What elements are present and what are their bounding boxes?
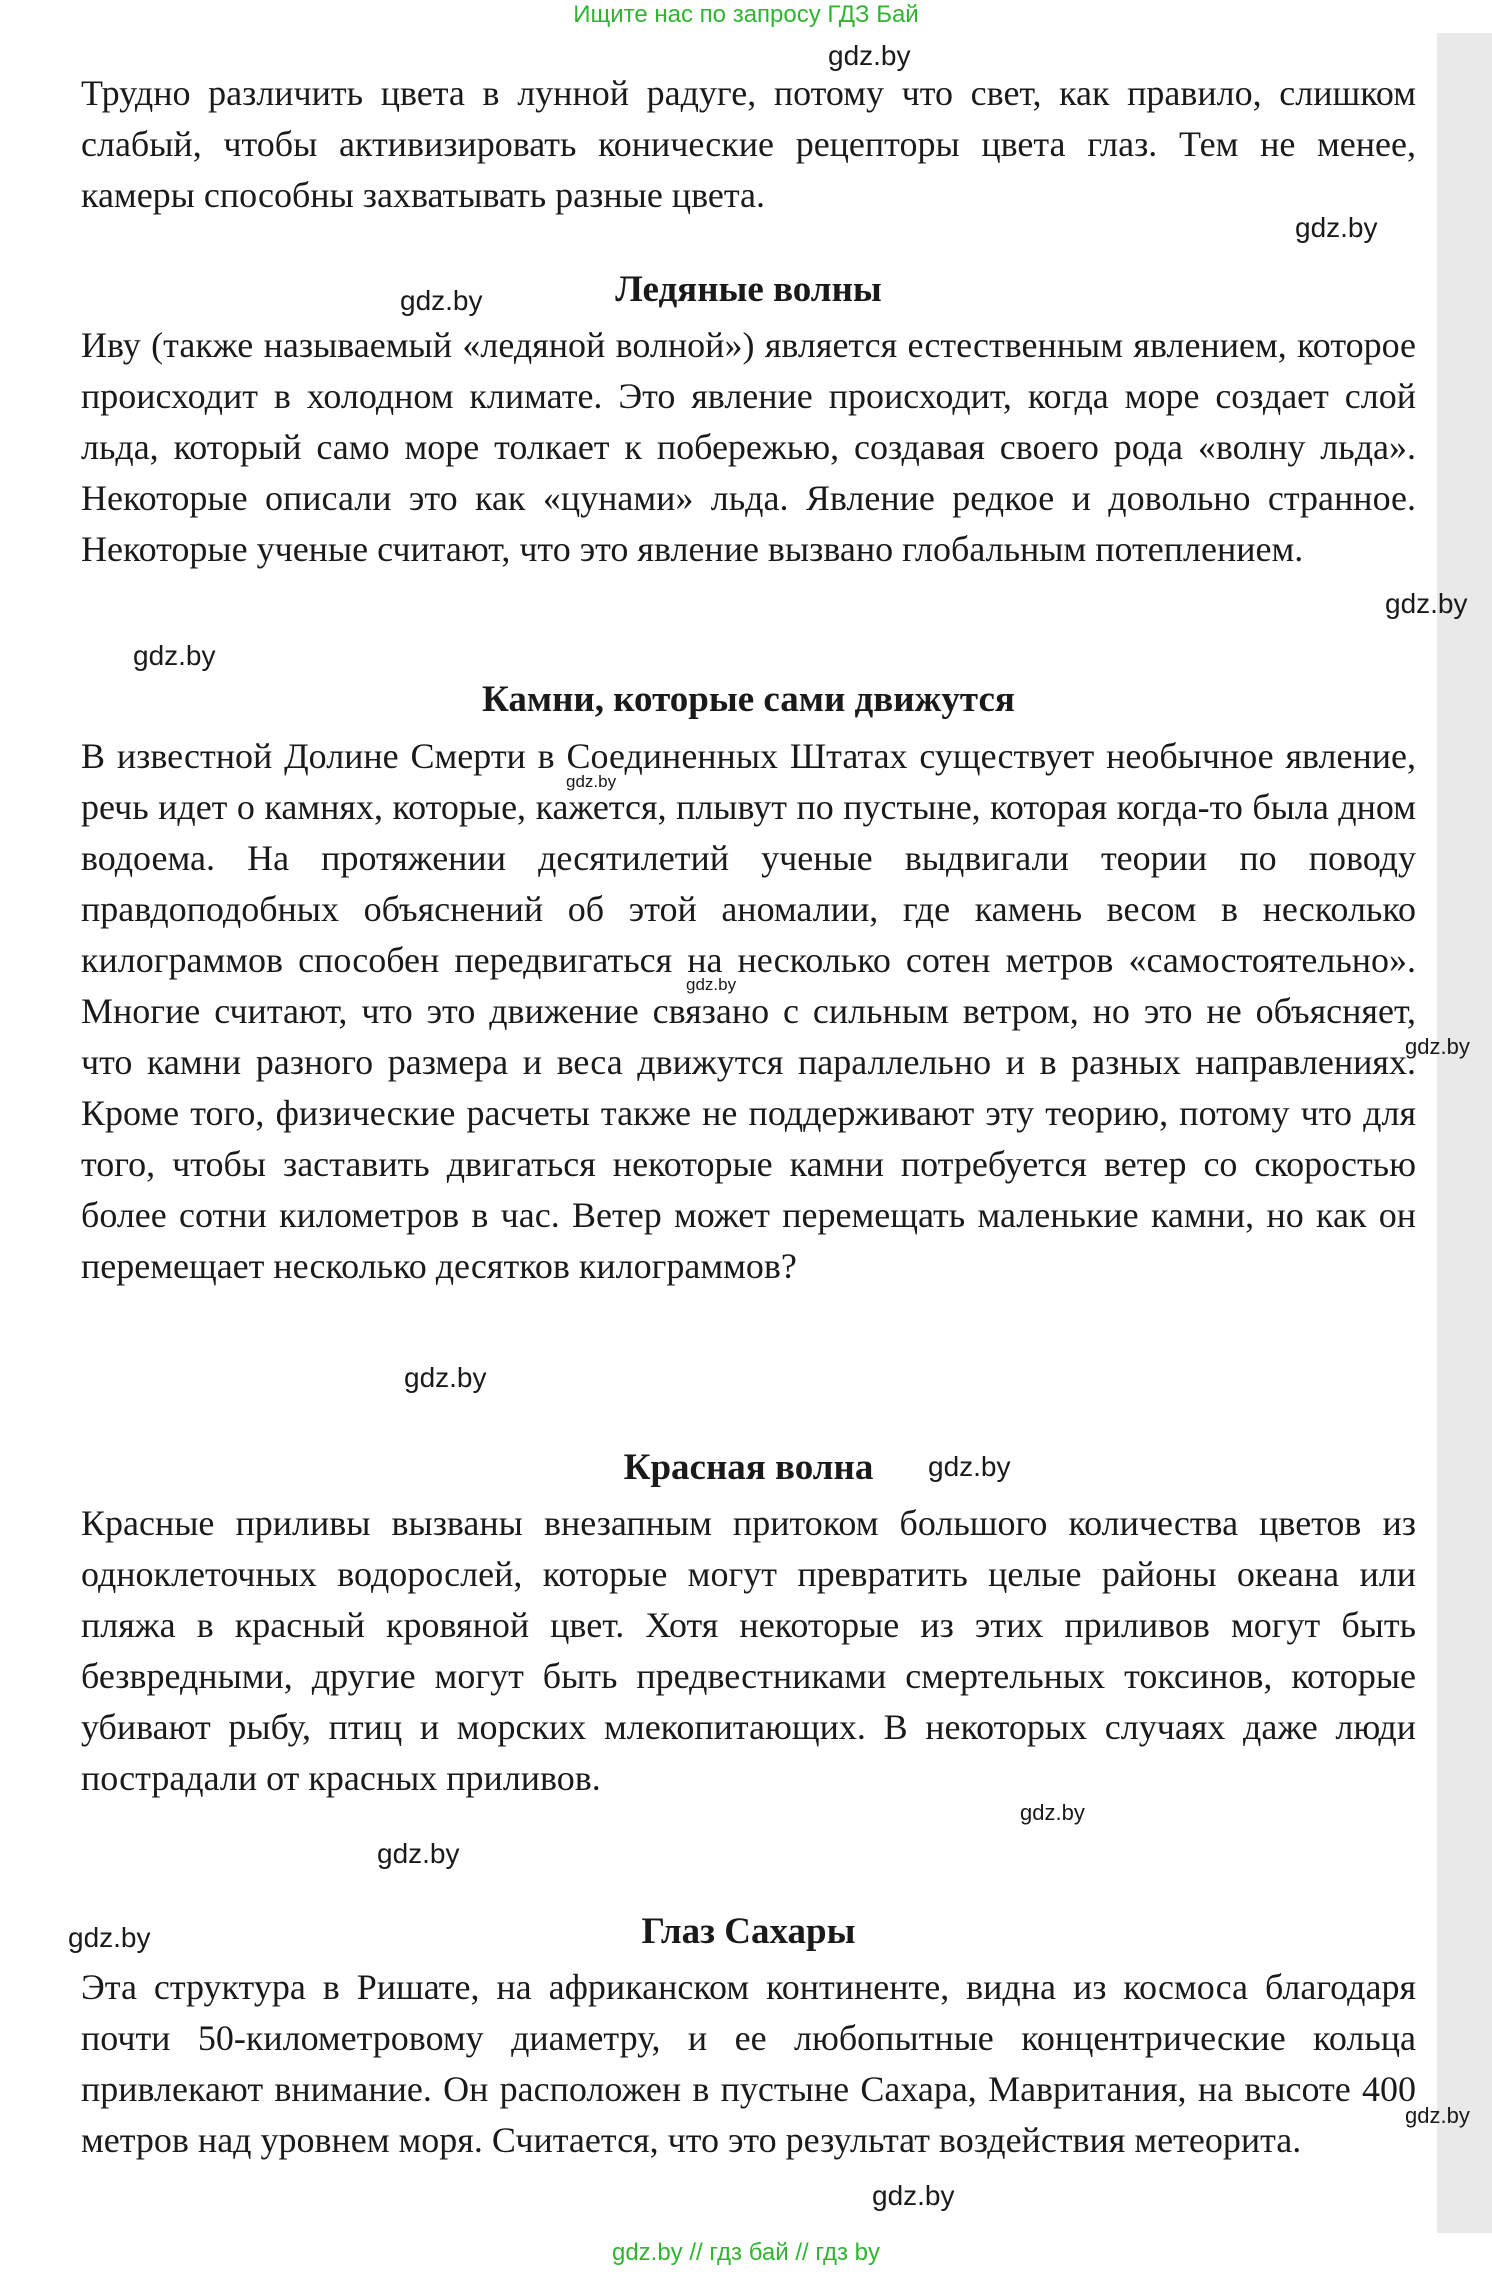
watermark: gdz.by (686, 975, 737, 994)
paragraph-ice-waves: Иву (также называемый «ледяной волной») является естественным явлением, которое происходит в холодном климате. Это явление происходит, когда море создает слой льда, который само море толкает к побережью, создавая своего рода «волну льда». Некоторые описали это как «цунами» льда. Явление редкое и довольно странное. Некоторые ученые считают, что это явление вызвано глобальным потеплением. (81, 325, 1416, 569)
heading-eye-of-sahara: Глаз Сахары (641, 1911, 856, 1952)
heading-red-tide: Красная волна (623, 1447, 874, 1488)
watermark: gdz.by (928, 1451, 1011, 1482)
paragraph-red-tide: Красные приливы вызваны внезапным притоком большого количества цветов из одноклеточных водорослей, которые могут превратить целые районы океана или пляжа в красный кровяной цвет. Хотя некоторые из этих приливов могут быть безвредными, другие могут быть предвестниками смертельных токсинов, которые убивают рыбу, птиц и морских млекопитающих. В некоторых случаях даже люди пострадали от красных приливов. (81, 1503, 1416, 1798)
watermark: gdz.by (1295, 212, 1378, 243)
watermark: gdz.by (404, 1362, 487, 1393)
search-hint-link[interactable]: Ищите нас по запросу ГДЗ Бай (573, 1, 919, 28)
footer-links[interactable]: gdz.by // гдз бай // гдз by (611, 2239, 881, 2266)
watermark: gdz.by (133, 640, 216, 671)
watermark: gdz.by (828, 40, 911, 71)
watermark: gdz.by (1405, 1034, 1470, 1059)
heading-ice-waves: Ледяные волны (615, 269, 882, 310)
paragraph-eye-of-sahara: Эта структура в Ришате, на африканском континенте, видна из космоса благодаря почти 50-километровому диаметру, и ее любопытные концентрические кольца привлекают внимание. Он расположен в пустыне Сахара, Мавритания, на высоте 400 метров над уровнем моря. Считается, что это результат воздействия метеорита. (81, 1967, 1416, 2160)
watermark: gdz.by (68, 1922, 151, 1953)
watermark: gdz.by (400, 285, 483, 316)
side-margin-strip (1437, 33, 1492, 2233)
watermark: gdz.by (1385, 588, 1468, 619)
heading-moving-stones: Камни, которые сами движутся (482, 679, 1015, 720)
paragraph-moving-stones: В известной Долине Смерти в Соединенных Штатах существует необычное явление, речь идет о камнях, которые, кажется, плывут по пустыне, которая когда-то была дном водоема. На протяжении десятилетий ученые выдвигали теории по поводу правдоподобных объяснений об этой аномалии, где камень весом в несколько килограммов способен передвигаться на несколько сотен метров «самостоятельно». Многие считают, что это движение связано с сильным ветром, но это не объясняет, что камни разного размера и веса движутся параллельно и в разных направлениях. Кроме того, физические расчеты также не поддерживают эту теорию, потому что для того, чтобы заставить двигаться некоторые камни потребуется ветер со скоростью более сотни километров в час. Ветер может перемещать маленькие камни, но как он перемещает несколько десятков килограммов? (81, 736, 1416, 1286)
paragraph-lunar-rainbow: Трудно различить цвета в лунной радуге, потому что свет, как правило, слишком слабый, чтобы активизировать конические рецепторы цвета глаз. Тем не менее, камеры способны захватывать разные цвета. (81, 73, 1416, 215)
watermark: gdz.by (872, 2180, 955, 2211)
watermark: gdz.by (377, 1838, 460, 1869)
watermark: gdz.by (1405, 2103, 1470, 2128)
watermark: gdz.by (1020, 1800, 1085, 1825)
watermark: gdz.by (566, 772, 617, 791)
